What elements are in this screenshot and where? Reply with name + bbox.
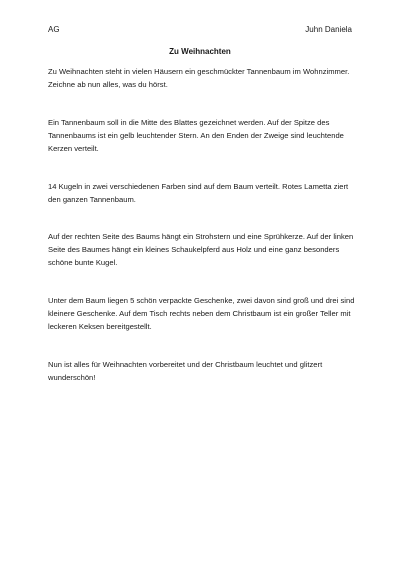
- document-title: Zu Weihnachten: [169, 47, 231, 56]
- paragraph-3: 14 Kugeln in zwei verschiedenen Farben sind auf dem Baum verteilt. Rotes Lametta ziert den ganzen Tannenbaum.: [48, 182, 349, 205]
- header-right-text: Juhn Daniela: [305, 25, 352, 34]
- paragraph-5: Unter dem Baum liegen 5 schön verpackte Geschenke, zwei davon sind groß und drei sind kleinere Geschenke. Auf dem Tisch rechts neben dem Christbaum ist ein großer Teller mit leckeren Keksen bereitgestellt.: [48, 296, 355, 332]
- paragraph-4: Auf der rechten Seite des Baums hängt ein Strohstern und eine Sprühkerze. Auf der linken Seite des Baumes hängt ein kleines Schaukelpferd aus Holz und eine ganz besonders schöne bunte Kugel.: [48, 232, 354, 268]
- paragraph-2: Ein Tannenbaum soll in die Mitte des Blattes gezeichnet werden. Auf der Spitze des Tannenbaums ist ein gelb leuchtender Stern. An den Enden der Zweige sind leuchtende Kerzen verteilt.: [48, 118, 344, 154]
- header-left-text: AG: [48, 25, 60, 34]
- paragraph-1: Zu Weihnachten steht in vielen Häusern ein geschmückter Tannenbaum im Wohnzimmer. Zeichne ab nun alles, was du hörst.: [48, 67, 350, 90]
- paragraph-6: Nun ist alles für Weihnachten vorbereitet und der Christbaum leuchtet und glitzert wunderschön!: [48, 360, 323, 383]
